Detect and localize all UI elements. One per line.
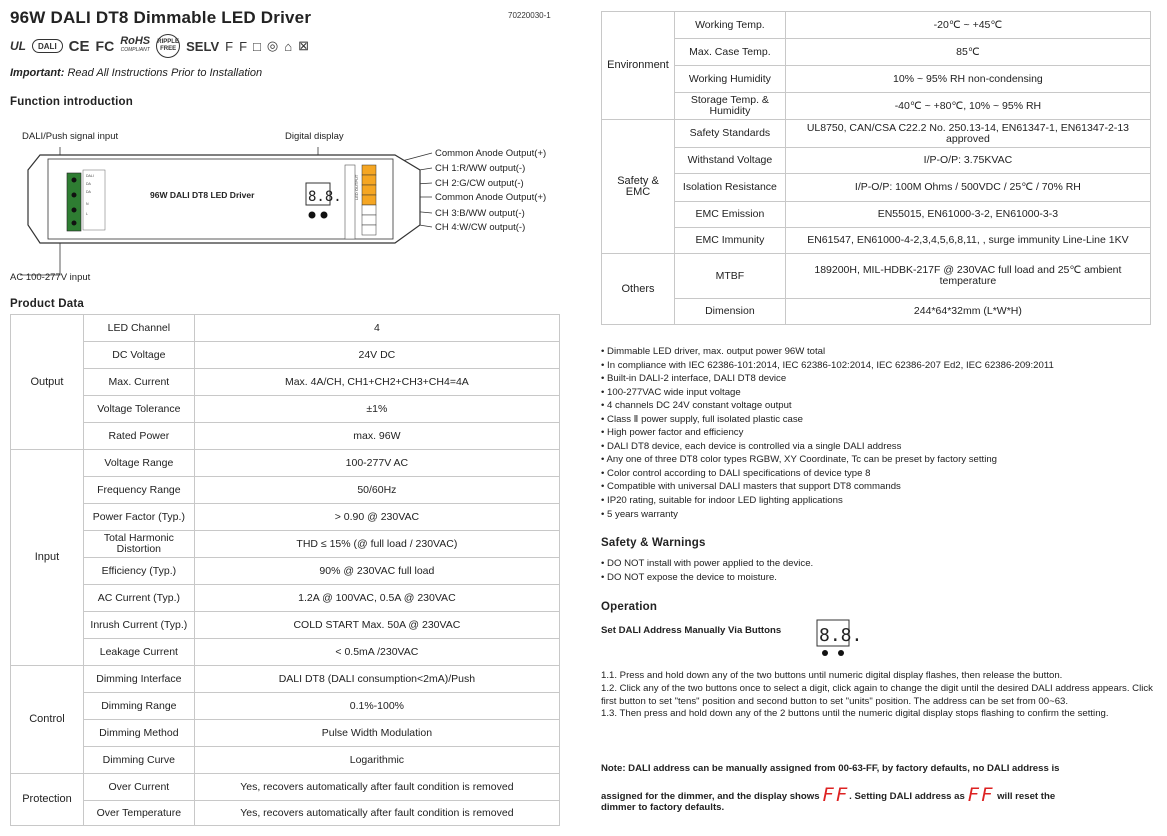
feature-item: • Class Ⅱ power supply, full isolated plastic case [601,413,1157,427]
spec-row [11,666,560,693]
spec-row [11,450,560,477]
output-label-5: CH 3:B/WW output(-) [435,208,525,219]
spec-value: Pulse Width Modulation [194,720,559,747]
spec-row [602,12,1151,39]
spec-row [11,315,560,342]
ff-display-icon-2: FF [967,784,995,806]
spec-row [602,254,1151,299]
spec-key: Total Harmonic Distortion [83,531,194,558]
spec-row [11,504,560,531]
spec-key: Dimming Method [83,720,194,747]
svg-text:DA: DA [86,190,91,194]
led-output-label: LED OUTPUT [354,174,359,200]
spec-value: 1.2A @ 100VAC, 0.5A @ 230VAC [194,585,559,612]
output-label-2: CH 1:R/WW output(-) [435,163,526,174]
feature-item: • Color control according to DALI specifications of device type 8 [601,467,1157,481]
spec-key: LED Channel [83,315,194,342]
feature-item: • Dimmable LED driver, max. output power 96W total [601,345,1157,359]
spec-value: 10% ~ 95% RH non-condensing [785,66,1150,93]
spec-key: EMC Immunity [674,228,785,254]
spec-value: DALI DT8 (DALI consumption<2mA)/Push [194,666,559,693]
spec-key: EMC Emission [674,202,785,228]
spec-row [602,66,1151,93]
svg-text:L: L [86,212,88,216]
spec-row [11,585,560,612]
certification-logos [10,36,309,56]
svg-text:DALI: DALI [86,174,94,178]
spec-row [11,396,560,423]
spec-key: Over Temperature [83,801,194,826]
svg-text:DA: DA [86,182,91,186]
product-data-heading: Product Data [10,298,84,310]
f-triangle-icon: F [225,38,234,54]
spec-row [602,228,1151,254]
feature-item: • High power factor and efficiency [601,426,1157,440]
spec-value: Logarithmic [194,747,559,774]
safety-heading: Safety & Warnings [601,537,706,549]
spec-value: 0.1%-100% [194,693,559,720]
feature-item: • Built-in DALI-2 interface, DALI DT8 device [601,372,1157,386]
spec-key: Dimming Curve [83,747,194,774]
spec-row [602,299,1151,325]
spec-group-label: Protection [11,774,84,826]
digital-display-label: Digital display [285,131,344,142]
spec-row [11,369,560,396]
spec-row [602,174,1151,202]
spec-row [602,202,1151,228]
spec-key: MTBF [674,254,785,299]
selv-logo: SELV [186,38,220,54]
operation-step: 1.3. Then press and hold down any of the 2 buttons until the numeric digital display stops flashing to confirm the setting. [601,708,1109,720]
spec-key: Dimension [674,299,785,325]
spec-key: Voltage Range [83,450,194,477]
spec-row [602,39,1151,66]
spec-value: THD ≤ 15% (@ full load / 230VAC) [194,531,559,558]
ul-logo: UL [10,39,26,53]
spec-key: AC Current (Typ.) [83,585,194,612]
spec-row [11,801,560,826]
spec-value: Yes, recovers automatically after fault condition is removed [194,774,559,801]
spec-group-label: Others [602,254,675,325]
spec-value: -40℃ ~ +80℃, 10% ~ 95% RH [785,93,1150,120]
display-digits: 8.8. [308,189,342,205]
spec-key: Dimming Interface [83,666,194,693]
spec-value: 90% @ 230VAC full load [194,558,559,585]
spec-value: 100-277V AC [194,450,559,477]
safety-item: • DO NOT install with power applied to the device. [601,557,1157,571]
spec-value: COLD START Max. 50A @ 230VAC [194,612,559,639]
fc-logo: FC [95,38,115,54]
safety-list [601,557,1157,584]
environment-spec-table [601,11,1151,325]
safety-item: • DO NOT expose the device to moisture. [601,571,1157,585]
spec-value: < 0.5mA /230VAC [194,639,559,666]
ripple-free-logo: RIPPLE FREE [156,34,180,58]
important-note: Important: Read All Instructions Prior to Installation [10,67,263,79]
note-line-1: Note: DALI address can be manually assigned from 00-63-FF, by factory defaults, no DALI address is [601,763,1060,774]
feature-item: • In compliance with IEC 62386-101:2014, IEC 62386-102:2014, IEC 62386-207 Ed2, IEC 62386-209:2011 [601,359,1157,373]
ac-input-label: AC 100-277V input [10,272,91,283]
operation-display-digits: 8.8. [819,625,863,646]
document-code: 70220030-1 [508,11,551,20]
spec-group-label: Output [11,315,84,450]
spec-key: Frequency Range [83,477,194,504]
spec-key: Rated Power [83,423,194,450]
dali-push-label: DALI/Push signal input [22,131,119,142]
spec-value: 85℃ [785,39,1150,66]
spec-row [11,720,560,747]
feature-item: • Any one of three DT8 color types RGBW, XY Coordinate, Tc can be preset by factory setting [601,453,1157,467]
spec-value: 189200H, MIL-HDBK-217F @ 230VAC full load and 25℃ ambient temperature [785,254,1150,299]
spec-row [11,558,560,585]
spec-value: Yes, recovers automatically after fault condition is removed [194,801,559,826]
spec-key: Storage Temp. & Humidity [674,93,785,120]
spec-key: Inrush Current (Typ.) [83,612,194,639]
target-icon: ◎ [266,38,279,53]
spec-key: Isolation Resistance [674,174,785,202]
operation-subheading: Set DALI Address Manually Via Buttons [601,625,782,636]
spec-value: max. 96W [194,423,559,450]
feature-item: • 5 years warranty [601,508,1157,522]
output-label-4: Common Anode Output(+) [435,192,547,203]
feature-item: • DALI DT8 device, each device is controlled via a single DALI address [601,440,1157,454]
function-intro-heading: Function introduction [10,96,134,108]
spec-key: Efficiency (Typ.) [83,558,194,585]
spec-value: I/P-O/P: 100M Ohms / 500VDC / 25℃ / 70% RH [785,174,1150,202]
spec-group-label: Safety & EMC [602,120,675,254]
spec-value: EN61547, EN61000-4-2,3,4,5,6,8,11, , surge immunity Line-Line 1KV [785,228,1150,254]
spec-key: Power Factor (Typ.) [83,504,194,531]
spec-key: Safety Standards [674,120,785,148]
spec-key: DC Voltage [83,342,194,369]
spec-value: 4 [194,315,559,342]
dali-logo: DALI [32,39,63,53]
spec-row [11,531,560,558]
spec-value: 244*64*32mm (L*W*H) [785,299,1150,325]
indoor-icon: ⌂ [284,38,293,54]
spec-key: Dimming Range [83,693,194,720]
device-label: 96W DALI DT8 LED Driver [150,190,255,200]
page-title: 96W DALI DT8 Dimmable LED Driver [10,8,312,27]
output-label-3: CH 2:G/CW output(-) [435,178,524,189]
spec-key: Voltage Tolerance [83,396,194,423]
f-triangle-icon-2: F [239,38,248,54]
spec-row [602,148,1151,174]
spec-group-label: Input [11,450,84,666]
spec-value: UL8750, CAN/CSA C22.2 No. 250.13-14, EN61347-1, EN61347-2-13 approved [785,120,1150,148]
spec-key: Max. Current [83,369,194,396]
spec-value: -20℃ ~ +45℃ [785,12,1150,39]
spec-value: ±1% [194,396,559,423]
spec-key: Over Current [83,774,194,801]
device-diagram [0,125,560,280]
note-line-3: dimmer to factory defaults. [601,802,725,813]
spec-value: 50/60Hz [194,477,559,504]
operation-display-diagram [815,618,863,666]
spec-group-label: Control [11,666,84,774]
note-line-2: assigned for the dimmer, and the display shows FF. Setting DALI address as FF will reset the [601,784,1056,806]
spec-value: EN55015, EN61000-3-2, EN61000-3-3 [785,202,1150,228]
output-label-1: Common Anode Output(+) [435,148,547,159]
spec-group-label: Environment [602,12,675,120]
product-data-table [10,314,560,826]
spec-key: Working Temp. [674,12,785,39]
spec-row [11,774,560,801]
operation-step: 1.1. Press and hold down any of the two buttons until numeric digital display flashes, then release the button. [601,670,1063,681]
operation-step: 1.2. Click any of the two buttons once to select a digit, click again to change the digit until the desired DALI address appears. Click first button to set "tens" position and second button to set "units" position. The address can be set from 00~63. [601,682,1153,707]
spec-row [11,423,560,450]
spec-row [11,639,560,666]
spec-key: Withstand Voltage [674,148,785,174]
spec-row [11,342,560,369]
spec-row [11,477,560,504]
spec-value: I/P-O/P: 3.75KVAC [785,148,1150,174]
operation-steps [601,670,1153,721]
ff-display-icon: FF [822,784,850,806]
output-label-6: CH 4:W/CW output(-) [435,222,526,233]
feature-item: • IP20 rating, suitable for indoor LED lighting applications [601,494,1157,508]
spec-row [602,93,1151,120]
spec-row [11,612,560,639]
feature-item: • 4 channels DC 24V constant voltage output [601,399,1157,413]
feature-item: • Compatible with universal DALI masters that support DT8 commands [601,480,1157,494]
rohs-logo: RoHS COMPLIANT [120,35,151,53]
spec-row [11,747,560,774]
spec-row [602,120,1151,148]
spec-value: Max. 4A/CH, CH1+CH2+CH3+CH4=4A [194,369,559,396]
feature-list [601,345,1157,521]
spec-key: Leakage Current [83,639,194,666]
spec-value: 24V DC [194,342,559,369]
spec-row [11,693,560,720]
feature-item: • 100-277VAC wide input voltage [601,386,1157,400]
spec-value: > 0.90 @ 230VAC [194,504,559,531]
ce-logo: CE [68,37,90,55]
spec-key: Max. Case Temp. [674,39,785,66]
svg-text:N: N [86,202,89,206]
operation-heading: Operation [601,601,658,613]
class2-icon: □ [253,38,261,54]
spec-key: Working Humidity [674,66,785,93]
weee-icon: ⊠ [298,38,310,53]
